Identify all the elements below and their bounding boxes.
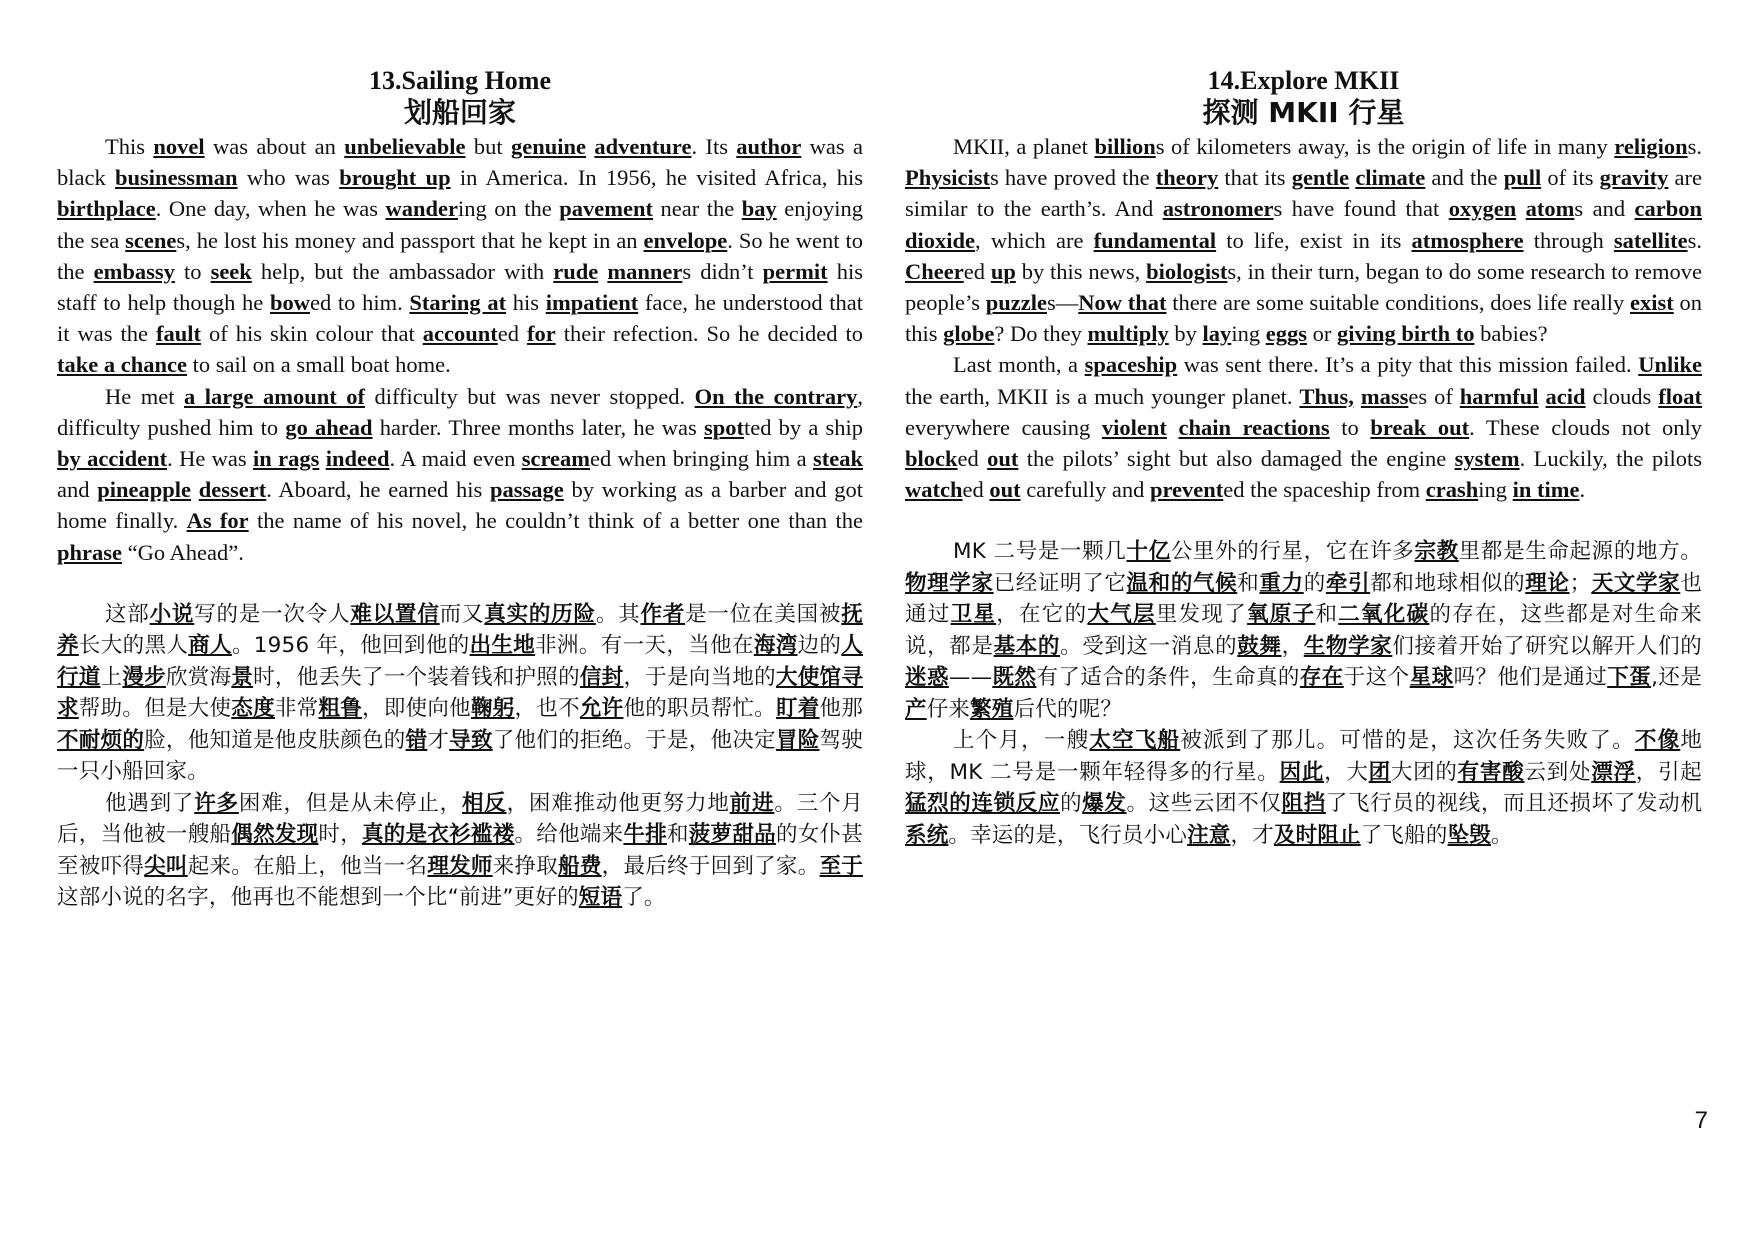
vocab-word: block <box>905 446 958 472</box>
vocab-word: 基本的 <box>993 633 1061 659</box>
vocab-word: 理论 <box>1525 570 1570 596</box>
vocab-word: out <box>989 477 1021 503</box>
vocab-word: 鼓舞 <box>1237 633 1282 659</box>
vocab-word: 产 <box>905 696 927 722</box>
vocab-word: 因此 <box>1279 759 1325 785</box>
vocab-word: dessert <box>198 477 267 503</box>
vocab-word: 系统 <box>905 822 949 848</box>
vocab-word: 下蛋 <box>1607 665 1652 691</box>
vocab-word: steak <box>813 446 863 472</box>
right-zh-text <box>905 536 1702 851</box>
vocab-word: pineapple <box>97 477 192 503</box>
left-en-paragraph-1: This novel was about an unbelievable but genuine adventure. Its author was a black businessman who was brought up in America. In 1956, he visited Africa, his birthplace. One day, when he was wandering on the pavement near the bay enjoying the sea scenes, he lost his money and passport that he kept in an envelope. So he went to the embassy to seek help, but the ambassador with rude manners didn’t permit his staff to help though he bowed to him. Staring at his impatient face, he understood that it was the fault of his skin colour that accounted for their refection. So he decided to take a chance to sail on a small boat home. <box>57 134 863 378</box>
vocab-word: satellite <box>1613 227 1688 253</box>
vocab-word: Unlike <box>1638 352 1702 378</box>
right-en-text <box>905 131 1702 505</box>
vocab-word: 理发师 <box>427 853 493 879</box>
vocab-word: by accident <box>57 446 168 472</box>
vocab-word: 寻求 <box>57 664 864 722</box>
vocab-word: 卫星 <box>950 602 997 628</box>
vocab-word: pavement <box>559 196 653 222</box>
vocab-word: globe <box>943 321 995 347</box>
vocab-word: climate <box>1355 165 1426 191</box>
vocab-word: lay <box>1202 321 1232 347</box>
vocab-word: dioxide <box>905 227 976 253</box>
right-zh-paragraph-2: 上个月，一艘太空飞船被派到了那儿。可惜的是，这次任务失败了。不像地球，MK 二号是一颗年轻得多的行星。因此，大团大团的有害酸云到处漂浮，引起猛烈的连锁反应的爆发。这些云团不仅阻挡了飞行员的视线，而且还损坏了发动机系统。幸运的是，飞行员小心注意，才及时阻止了飞船的坠毁。 <box>905 728 1703 848</box>
vocab-word: 短语 <box>578 885 623 911</box>
vocab-word: go ahead <box>285 414 373 440</box>
vocab-word: spaceship <box>1084 352 1178 378</box>
vocab-word: phrase <box>57 539 123 565</box>
vocab-word: 牵引 <box>1325 570 1371 596</box>
vocab-word: 物理学家 <box>905 570 994 596</box>
vocab-word: atom <box>1525 196 1575 222</box>
vocab-word: 盯着 <box>775 696 820 722</box>
vocab-word: 偶然发现 <box>231 822 319 848</box>
vocab-word: 团 <box>1368 759 1391 785</box>
vocab-word: 菠萝甜品 <box>688 822 776 848</box>
vocab-word: 作者 <box>640 601 686 627</box>
vocab-word: genuine <box>511 134 587 159</box>
vocab-word: 景 <box>231 664 254 690</box>
vocab-word: 阻挡 <box>1281 791 1326 817</box>
vocab-word: account <box>422 321 498 347</box>
vocab-word: 出生地 <box>469 633 536 659</box>
left-zh-paragraph-1: 这部小说写的是一次令人难以置信而又真实的历险。其作者是一位在美国被抚养长大的黑人商人。1956 年，他回到他的出生地非洲。有一天，当他在海湾边的人行道上漫步欣赏海景时，他丢失了一个装着钱和护照的信封，于是向当地的大使馆寻求帮助。但是大使态度非常粗鲁，即使向他鞠躬，也不允许他的职员帮忙。盯着他那不耐烦的脸，他知道是他皮肤颜色的错才导致了他们的拒绝。于是，他决定冒险驾驶一只小船回家。 <box>57 601 864 785</box>
vocab-word: scream <box>521 446 591 472</box>
vocab-word: mass <box>1360 383 1409 409</box>
vocab-word: 海湾 <box>753 633 798 659</box>
vocab-word: 真的是衣衫褴褛 <box>362 822 515 848</box>
vocab-word: As for <box>186 508 249 534</box>
vocab-word: biologist <box>1146 258 1228 284</box>
vocab-word: pull <box>1503 165 1542 191</box>
left-en-text <box>57 131 863 568</box>
vocab-word: 相反 <box>461 790 507 816</box>
right-zh-paragraph-1: MK 二号是一颗几十亿公里外的行星，它在许多宗教里都是生命起源的地方。物理学家已经证明了它温和的气候和重力的牵引都和地球相似的理论；天文学家也通过卫星，在它的大气层里发现了氧原子和二氧化碳的存在，这些都是对生命来说，都是基本的。受到这一消息的鼓舞，生物学家们接着开始了研究以解开人们的迷惑——既然有了适合的条件，生命真的存在于这个星球吗？他们是通过下蛋,还是产仔来繁殖后代的呢？ <box>905 539 1703 722</box>
vocab-word: 许多 <box>194 790 239 816</box>
vocab-word: puzzle <box>985 290 1047 316</box>
vocab-word: exist <box>1630 290 1674 316</box>
vocab-word: 太空飞船 <box>1089 728 1181 754</box>
vocab-word: break out <box>1370 414 1470 440</box>
vocab-word: 牛排 <box>623 822 667 848</box>
vocab-word: religion <box>1614 134 1688 159</box>
vocab-word: watch <box>905 477 963 503</box>
vocab-word: billion <box>1094 134 1156 159</box>
left-title-zh: 划船回家 <box>403 96 516 129</box>
vocab-word: 十亿 <box>1126 539 1171 565</box>
vocab-word: out <box>987 446 1019 472</box>
vocab-word: fundamental <box>1093 227 1217 253</box>
vocab-word: crash <box>1425 477 1479 503</box>
vocab-word: impatient <box>545 290 639 316</box>
vocab-word: 既然 <box>992 665 1037 691</box>
vocab-word: 生物学家 <box>1303 633 1393 659</box>
vocab-word: giving birth to <box>1336 321 1475 347</box>
vocab-word: in time <box>1512 477 1580 503</box>
vocab-word: brought up <box>339 165 451 191</box>
vocab-word: a large amount of <box>183 383 365 409</box>
vocab-word: chain reactions <box>1178 414 1330 440</box>
vocab-word: take a chance <box>57 352 187 378</box>
vocab-word: novel <box>153 134 205 159</box>
right-en-paragraph-2: Last month, a spaceship was sent there. It’s a pity that this mission failed. Unlike the earth, MKII is a much younger planet. Thus, masses of harmful acid clouds float everywhere causing violent chain reactions to break out. These clouds not only blocked out the pilots’ sight but also damaged the engine system. Luckily, the pilots watched out carefully and prevented the spaceship from crashing in time. <box>905 352 1702 503</box>
vocab-word: seek <box>210 258 252 284</box>
vocab-word: 至于 <box>819 853 863 879</box>
vocab-word: 天文学家 <box>1591 570 1681 596</box>
vocab-word: up <box>990 258 1016 284</box>
vocab-word: 不像 <box>1634 728 1681 754</box>
left-en-paragraph-2: He met a large amount of difficulty but was never stopped. On the contrary, difficulty pushed him to go ahead harder. Three months later, he was spotted by a ship by accident. He was in rags indeed. A maid even screamed when bringing him a steak and pineapple dessert. Aboard, he earned his passage by working as a barber and got home finally. As for the name of his novel, he couldn’t think of a better one than the phrase “Go Ahead”. <box>57 383 864 565</box>
vocab-word: 有害酸 <box>1457 759 1525 785</box>
right-title-en: 14.Explore MKII <box>1207 66 1400 95</box>
vocab-word: On the contrary <box>694 383 858 409</box>
vocab-word: 氧原子 <box>1247 602 1316 628</box>
vocab-word: 漂浮 <box>1591 759 1636 785</box>
vocab-word: gentle <box>1291 165 1350 191</box>
left-column <box>57 66 863 914</box>
right-title-zh: 探测 MKII 行星 <box>1202 96 1405 129</box>
vocab-word: wander <box>385 196 458 222</box>
left-zh-text <box>57 599 863 914</box>
vocab-word: 粗鲁 <box>318 696 363 722</box>
vocab-word: bay <box>741 196 777 222</box>
vocab-word: 大使馆 <box>775 664 842 690</box>
vocab-word: eggs <box>1265 321 1307 347</box>
vocab-word: 尖叫 <box>144 853 188 879</box>
vocab-word: acid <box>1545 383 1586 409</box>
vocab-word: scene <box>125 227 177 253</box>
vocab-word: multiply <box>1087 321 1169 347</box>
vocab-word: 迷惑 <box>905 665 949 691</box>
vocab-word: spot <box>703 414 744 440</box>
vocab-word: 导致 <box>449 727 493 753</box>
vocab-word: in rags <box>253 446 320 472</box>
left-title-en: 13.Sailing Home <box>368 66 551 95</box>
vocab-word: Physicist <box>905 165 991 191</box>
vocab-word: birthplace <box>57 196 156 222</box>
vocab-word: 允许 <box>579 696 624 722</box>
vocab-word: bow <box>269 290 310 316</box>
vocab-word: businessman <box>115 165 238 191</box>
vocab-word: 繁殖 <box>970 696 1014 722</box>
vocab-word: atmosphere <box>1411 227 1524 253</box>
vocab-word: manner <box>607 258 683 284</box>
vocab-word: 星球 <box>1409 665 1454 691</box>
vocab-word: 宗教 <box>1414 539 1459 565</box>
vocab-word: 前进 <box>729 790 775 816</box>
vocab-word: 鞠躬 <box>470 696 515 722</box>
vocab-word: carbon <box>1634 196 1703 222</box>
vocab-word: 小说 <box>149 601 195 627</box>
vocab-word: oxygen <box>1448 196 1517 222</box>
vocab-word: violent <box>1101 414 1167 440</box>
vocab-word: 不耐烦的 <box>57 727 145 753</box>
vocab-word: Staring at <box>409 290 507 316</box>
vocab-word: 及时阻止 <box>1273 822 1361 848</box>
vocab-word: 坠毁 <box>1447 822 1491 848</box>
vocab-word: 注意 <box>1187 822 1231 848</box>
vocab-word: 信封 <box>579 664 624 690</box>
vocab-word: rude <box>553 258 599 284</box>
vocab-word: permit <box>762 258 828 284</box>
vocab-word: adventure <box>594 134 692 159</box>
vocab-word: 人行道 <box>57 633 863 690</box>
vocab-word: 船费 <box>558 853 602 879</box>
vocab-word: 漫步 <box>122 664 166 690</box>
vocab-word: 错 <box>405 727 428 753</box>
vocab-word: 二氧化碳 <box>1338 602 1430 628</box>
vocab-word: passage <box>490 477 564 503</box>
vocab-word: for <box>526 321 556 347</box>
vocab-word: 存在 <box>1299 665 1344 691</box>
vocab-word: 大气层 <box>1087 602 1156 628</box>
vocab-word: 抚养 <box>57 601 863 659</box>
vocab-word: prevent <box>1149 477 1224 503</box>
right-en-paragraph-1: MKII, a planet billions of kilometers away, is the origin of life in many religions. Physicists have proved the theory that its gentle climate and the pull of its gravity are similar to the earth’s. And astronomers have found that oxygen atoms and carbon dioxide, which are fundamental to life, exist in its atmosphere through satellites. Cheered up by this news, biologists, in their turn, began to do some research to remove people’s puzzles—Now that there are some suitable conditions, does life really exist on this globe? Do they multiply by laying eggs or giving birth to babies? <box>905 134 1703 347</box>
vocab-word: 温和的气候 <box>1126 570 1238 596</box>
vocab-word: 商人 <box>188 633 232 659</box>
vocab-word: astronomer <box>1162 196 1274 222</box>
vocab-word: 爆发 <box>1082 791 1127 817</box>
page-number: 7 <box>1694 1107 1708 1134</box>
right-column <box>905 66 1702 851</box>
vocab-word: envelope <box>643 227 728 253</box>
vocab-word: theory <box>1155 165 1219 191</box>
vocab-word: system <box>1454 446 1520 472</box>
vocab-word: fault <box>156 321 201 347</box>
vocab-word: 真实的历险 <box>484 601 596 627</box>
vocab-word: indeed <box>325 446 390 472</box>
vocab-word: gravity <box>1599 165 1669 191</box>
vocab-word: 态度 <box>231 696 275 722</box>
vocab-word: author <box>736 134 802 159</box>
vocab-word: Cheer <box>905 258 964 284</box>
vocab-word: 难以置信 <box>350 601 440 627</box>
left-zh-paragraph-2: 他遇到了许多困难，但是从未停止，相反，困难推动他更努力地前进。三个月后，当他被一艘船偶然发现时，真的是衣衫褴褛。给他端来牛排和菠萝甜品的女仆甚至被吓得尖叫起来。在船上，他当一名理发师来挣取船费，最后终于回到了家。至于这部小说的名字，他再也不能想到一个比“前进”更好的短语了。 <box>57 790 863 911</box>
vocab-word: Thus, <box>1299 383 1354 409</box>
vocab-word: unbelievable <box>344 134 466 159</box>
vocab-word: Now that <box>1078 290 1167 316</box>
vocab-word: 冒险 <box>775 727 820 753</box>
vocab-word: 重力 <box>1259 570 1304 596</box>
vocab-word: embassy <box>93 258 175 284</box>
vocab-word: harmful <box>1459 383 1539 409</box>
vocab-word: 猛烈的连锁反应 <box>905 791 1061 817</box>
vocab-word: float <box>1658 383 1702 409</box>
